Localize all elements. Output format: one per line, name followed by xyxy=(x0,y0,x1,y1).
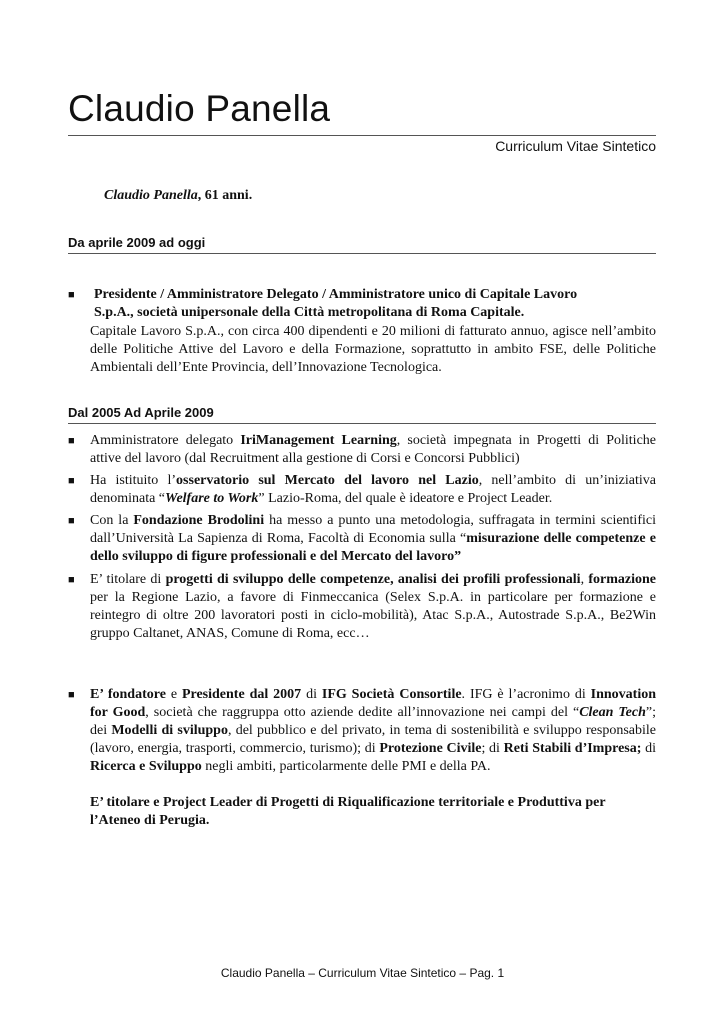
list-item xyxy=(68,472,656,508)
text-bold: Innovation for Good xyxy=(90,687,656,720)
text: . IFG è l’acronimo di xyxy=(461,687,591,702)
text: negli ambiti, particolarmente delle PMI e della PA. xyxy=(201,759,491,774)
role-title-line1: Presidente / Amministratore Delegato / Amministratore unico di Capitale Lavoro xyxy=(94,287,578,302)
section-heading-2005: Dal 2005 Ad Aprile 2009 xyxy=(68,405,656,424)
page-footer: Claudio Panella – Curriculum Vitae Sintetico – Pag. 1 xyxy=(220,966,505,980)
text: , società che raggruppa otto aziende dedite all’innovazione nei campi del “ xyxy=(145,705,580,720)
text-bold: Modelli di sviluppo xyxy=(111,723,228,738)
document-title: Claudio Panella xyxy=(68,88,331,129)
text-bold: Presidente dal 2007 xyxy=(181,687,302,702)
text: di xyxy=(641,741,656,756)
text-bold: Fondazione Brodolini xyxy=(133,513,265,528)
bullet-icon: ■ xyxy=(68,435,75,447)
text-bold: formazione xyxy=(588,572,656,587)
text: Amministratore delegato xyxy=(90,433,241,448)
text-bold: progetti di sviluppo delle competenze, analisi dei profili professionali xyxy=(165,572,581,587)
list-item xyxy=(68,512,656,566)
text: ha messo a punto una metodologia, suffragata in termini scientifici dall’Università La Sapienza di Roma, Facoltà di Economia sulla “ xyxy=(90,513,656,546)
bullet-icon: ■ xyxy=(68,689,75,701)
text-bold-italic: Clean Tech xyxy=(579,705,646,720)
document-subtitle: Curriculum Vitae Sintetico xyxy=(495,138,656,154)
intro-name: Claudio Panella xyxy=(104,188,198,203)
role-title-line2: S.p.A., società unipersonale della Città metropolitana di Roma Capitale. xyxy=(94,305,525,320)
text-bold: Protezione Civile xyxy=(379,741,482,756)
text-bold: E’ fondatore xyxy=(90,687,166,702)
text: e xyxy=(165,687,182,702)
text-bold: osservatorio sul Mercato del lavoro nel Lazio xyxy=(176,473,479,488)
text-bold: IriManagement Learning xyxy=(240,433,397,448)
bullet-icon: ■ xyxy=(68,289,75,301)
text: per la Regione Lazio, a favore di Finmeccanica (Selex S.p.A. in particolare per formazione e reintegro di oltre 200 lavoratori posti in ciclo-mobilità), Atac S.p.A., Autostrade S.p.A., Be2Win gruppo Caltanet, ANAS, Comune di Roma, ecc… xyxy=(90,590,656,641)
text: Con la xyxy=(90,513,134,528)
text-bold: misurazione delle competenze e dello sviluppo di figure professionali e del Mercato del lavoro” xyxy=(90,531,656,564)
intro-age: , 61 anni. xyxy=(197,188,253,203)
text-bold: Reti Stabili d’Impresa; xyxy=(503,741,642,756)
text: , nell’ambito di un’iniziativa denominata “ xyxy=(90,473,656,506)
text: , società impegnata in Progetti di Politiche attive del lavoro (dal Recruitment alla gestione di Corsi e Concorsi Pubblici) xyxy=(90,433,656,466)
text: , del pubblico e del privato, in tema di sostenibilità e sviluppo responsabile (lavoro, energia, trasporti, commercio, turismo); di xyxy=(90,723,656,756)
text: Ha istituito l’ xyxy=(90,473,177,488)
bullet-icon: ■ xyxy=(68,515,75,527)
text: ; di xyxy=(481,741,504,756)
text: ” Lazio-Roma, del quale è ideatore e Project Leader. xyxy=(258,491,553,506)
bullet-icon: ■ xyxy=(68,475,75,487)
text-bold: Ricerca e Sviluppo xyxy=(90,759,202,774)
text: ”; dei xyxy=(90,705,656,738)
list-item xyxy=(68,432,656,468)
list-item xyxy=(68,571,656,643)
intro-line xyxy=(104,188,252,204)
list-item xyxy=(68,686,656,776)
text-bold-italic: Welfare to Work xyxy=(165,491,259,506)
bullet-icon: ■ xyxy=(68,574,75,586)
company-description: Capitale Lavoro S.p.A., con circa 400 dipendenti e 20 milioni di fatturato annuo, agisce nell’ambito delle Politiche Attive del Lavoro e della Formazione, soprattutto in ambito FSE, delle Politiche Ambientali dell’Ente Provincia, dell’Innovazione Tecnologica. xyxy=(90,324,656,375)
text: , xyxy=(580,572,589,587)
list-item xyxy=(68,286,656,322)
text: E’ titolare di xyxy=(90,572,166,587)
text: di xyxy=(301,687,322,702)
text-bold: IFG Società Consortile xyxy=(321,687,462,702)
closing-statement: E’ titolare e Project Leader di Progetti di Riqualificazione territoriale e Produttiva per l’Ateneo di Perugia. xyxy=(90,795,606,828)
title-divider xyxy=(68,135,656,136)
section-heading-2009: Da aprile 2009 ad oggi xyxy=(68,235,656,254)
